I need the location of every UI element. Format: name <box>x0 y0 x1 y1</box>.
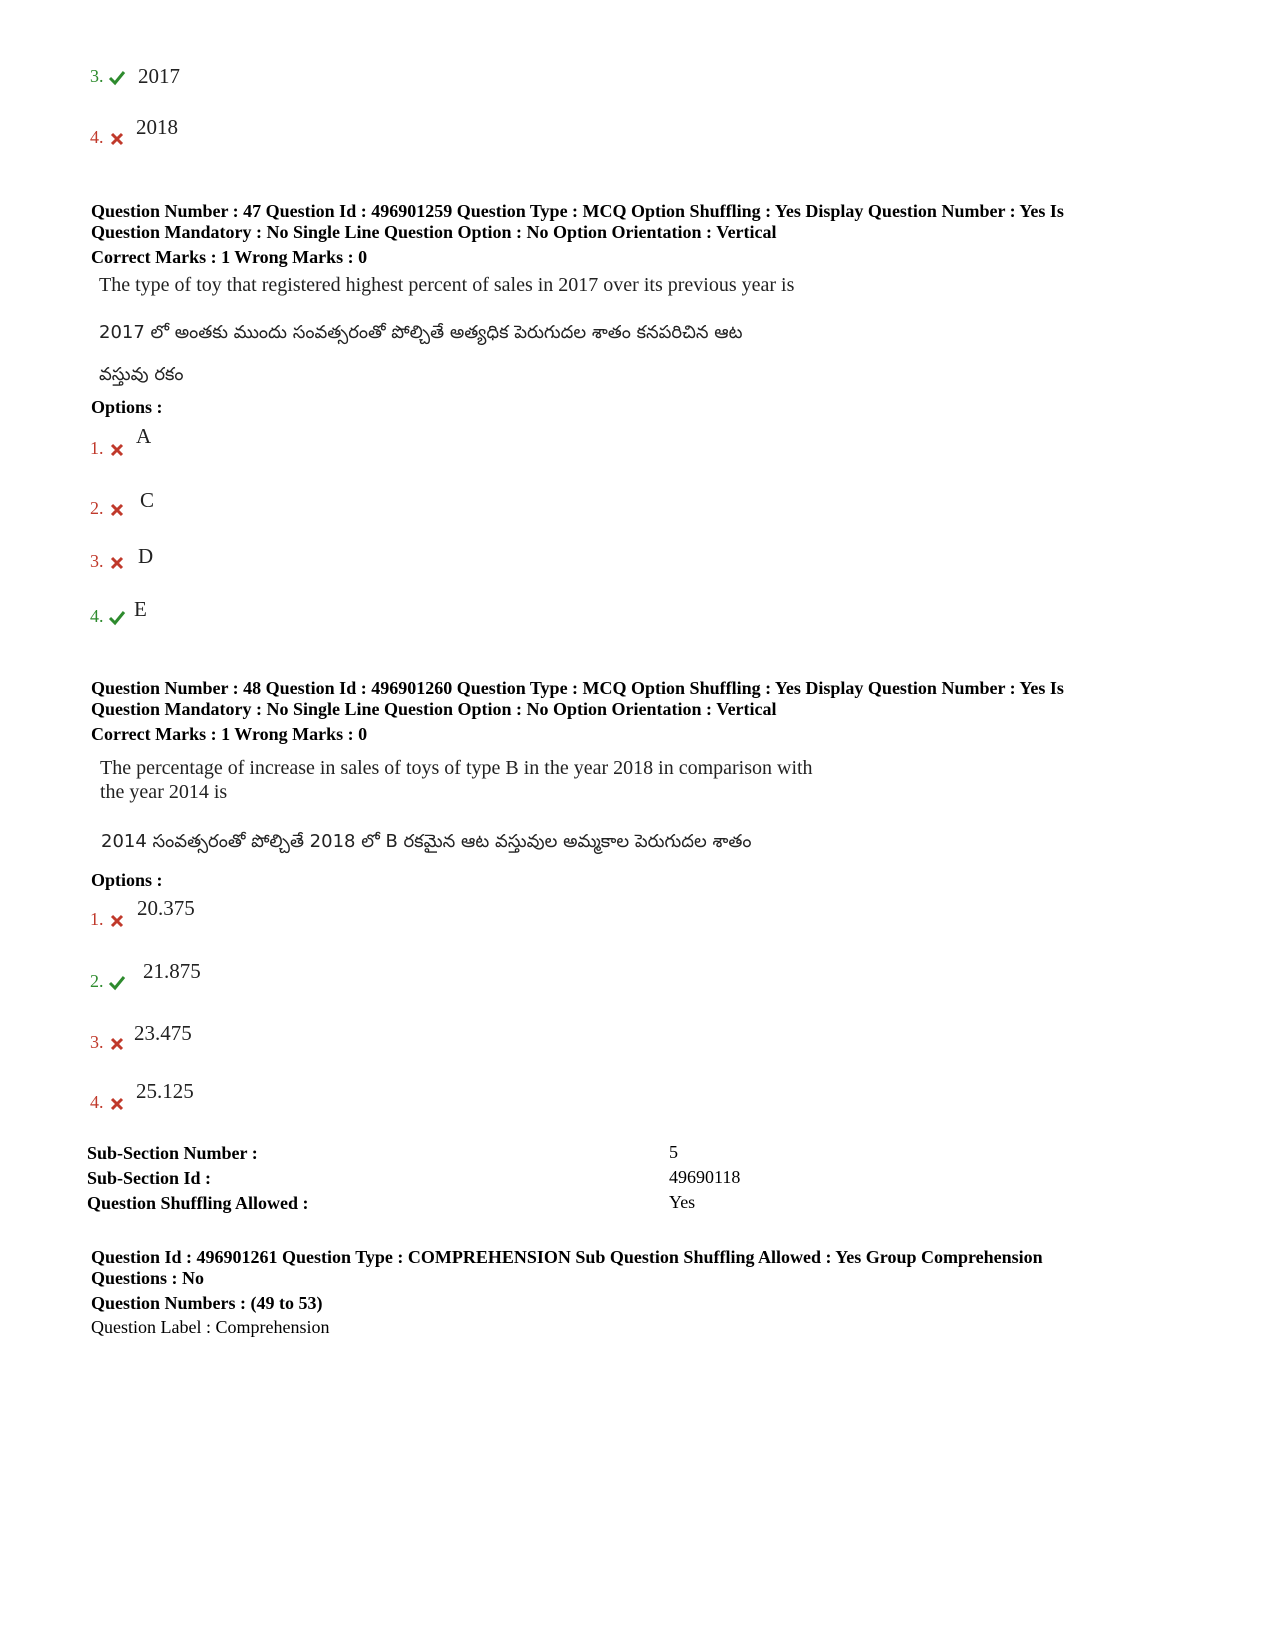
cross-icon <box>108 554 126 572</box>
subsection-number-label: Sub-Section Number : <box>87 1143 258 1163</box>
q47-option-4 <box>90 606 126 627</box>
check-icon <box>108 974 126 992</box>
q47-options-label: Options : <box>91 397 163 417</box>
option-text: 25.125 <box>136 1079 194 1103</box>
option-text: A <box>136 424 152 448</box>
comprehension-meta-line1: Question Id : 496901261 Question Type : COMPREHENSION Sub Question Shuffling Allowed : Yes Group Comprehension <box>91 1247 1043 1267</box>
q48-text-en-2: the year 2014 is <box>100 781 228 803</box>
option-text: 2018 <box>136 115 178 139</box>
cross-icon <box>108 130 126 148</box>
q47-meta-line1: Question Number : 47 Question Id : 496901259 Question Type : MCQ Option Shuffling : Yes Display Question Number : Yes Is <box>91 201 1064 221</box>
q48-option-4 <box>90 1092 126 1113</box>
option-number: 2. <box>90 971 104 991</box>
cross-icon <box>108 912 126 930</box>
cross-icon <box>108 501 126 519</box>
option-text: 21.875 <box>143 959 201 983</box>
check-icon <box>108 609 126 627</box>
q48-text-te: 2014 సంవత్సరంతో పోల్చితే 2018 లో B రకమైన ఆట వస్తువుల అమ్మకాల పెరుగుదల శాతం <box>101 831 752 852</box>
option-text: C <box>140 488 155 512</box>
option-number: 3. <box>90 551 104 571</box>
option-text: E <box>134 597 147 621</box>
q47-text-te-1: 2017 లో అంతకు ముందు సంవత్సరంతో పోల్చితే అత్యధిక పెరుగుదల శాతం కనపరిచిన ఆట <box>99 322 743 343</box>
option-number: 2. <box>90 498 104 518</box>
cross-icon <box>108 441 126 459</box>
option-number: 4. <box>90 1092 104 1112</box>
option-number: 3. <box>90 66 104 86</box>
prev-option-4 <box>90 127 126 148</box>
q47-text-en: The type of toy that registered highest percent of sales in 2017 over its previous year is <box>99 274 795 296</box>
option-text: 20.375 <box>137 896 195 920</box>
comprehension-question-numbers: Question Numbers : (49 to 53) <box>91 1293 323 1313</box>
comprehension-meta-line2: Questions : No <box>91 1268 205 1288</box>
option-number: 3. <box>90 1032 104 1052</box>
option-number: 4. <box>90 606 104 626</box>
q47-option-2 <box>90 498 126 519</box>
option-text: D <box>138 544 154 568</box>
prev-option-3 <box>90 66 126 87</box>
cross-icon <box>108 1095 126 1113</box>
q47-marks: Correct Marks : 1 Wrong Marks : 0 <box>91 247 368 267</box>
q47-meta-line2: Question Mandatory : No Single Line Question Option : No Option Orientation : Vertical <box>91 222 777 242</box>
question-shuffling-value: Yes <box>669 1192 696 1212</box>
q47-option-1 <box>90 438 126 459</box>
q48-option-2 <box>90 971 126 992</box>
q47-text-te-2: వస్తువు రకం <box>99 364 184 385</box>
option-text: 23.475 <box>134 1021 192 1045</box>
comprehension-question-label: Question Label : Comprehension <box>91 1317 330 1337</box>
q48-option-1 <box>90 909 126 930</box>
q48-option-3 <box>90 1032 126 1053</box>
q48-marks: Correct Marks : 1 Wrong Marks : 0 <box>91 724 368 744</box>
option-number: 4. <box>90 127 104 147</box>
q48-meta-line1: Question Number : 48 Question Id : 496901260 Question Type : MCQ Option Shuffling : Yes Display Question Number : Yes Is <box>91 678 1064 698</box>
cross-icon <box>108 1035 126 1053</box>
q48-text-en-1: The percentage of increase in sales of toys of type B in the year 2018 in comparison with <box>100 757 813 779</box>
subsection-id-label: Sub-Section Id : <box>87 1168 212 1188</box>
subsection-number-value: 5 <box>669 1142 678 1162</box>
subsection-id-value: 49690118 <box>669 1167 741 1187</box>
q48-options-label: Options : <box>91 870 163 890</box>
question-shuffling-label: Question Shuffling Allowed : <box>87 1193 309 1213</box>
option-number: 1. <box>90 438 104 458</box>
option-text: 2017 <box>138 64 180 88</box>
q47-option-3 <box>90 551 126 572</box>
q48-meta-line2: Question Mandatory : No Single Line Question Option : No Option Orientation : Vertical <box>91 699 777 719</box>
option-number: 1. <box>90 909 104 929</box>
check-icon <box>108 69 126 87</box>
